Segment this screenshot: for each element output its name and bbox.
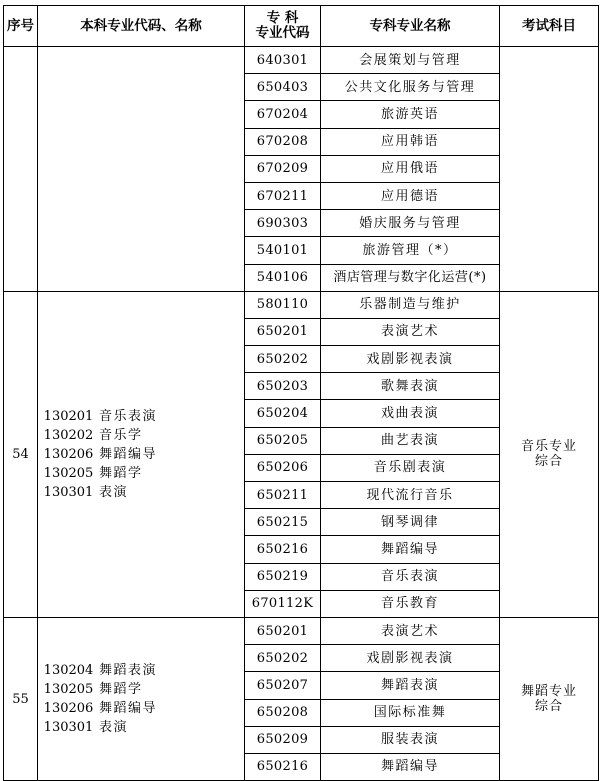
header-exam: 考试科目 [500,6,599,47]
name-cell: 表演艺术 [321,617,500,644]
code-cell: 540106 [245,264,321,291]
undergrad-code: 130202 [43,427,94,443]
exam-line: 音乐专业 [520,439,577,455]
header-seq: 序号 [4,6,38,47]
undergrad-line [38,680,244,699]
group-exam [500,291,599,617]
code-cell: 650204 [245,400,321,427]
undergrad-name: 舞蹈表演 [99,663,158,678]
code-cell: 670208 [245,128,321,155]
code-cell: 650202 [245,346,321,373]
name-cell: 戏曲表演 [321,400,500,427]
code-cell: 650211 [245,482,321,509]
header-name: 专科专业名称 [321,6,500,47]
name-cell: 服装表演 [321,726,500,753]
table-row [4,47,599,74]
name-cell: 现代流行音乐 [321,482,500,509]
code-cell: 650201 [245,617,321,644]
undergrad-name: 音乐表演 [99,408,158,424]
undergrad-line [38,699,244,718]
majors-table [3,5,599,781]
name-cell: 舞蹈编导 [321,536,500,563]
undergrad-code: 130206 [43,701,94,716]
group-undergrad [38,47,245,292]
code-cell: 650202 [245,645,321,672]
name-cell: 表演艺术 [321,318,500,345]
code-cell: 670211 [245,182,321,209]
undergrad-name: 舞蹈学 [99,682,143,697]
group-exam [500,617,599,780]
group-seq [4,47,38,292]
header-code [245,6,321,47]
name-cell: 戏剧影视表演 [321,645,500,672]
code-cell: 650209 [245,726,321,753]
undergrad-code: 130206 [43,446,94,462]
code-cell: 650216 [245,753,321,780]
name-cell: 会展策划与管理 [321,47,500,74]
undergrad-line [38,718,244,737]
code-cell: 540101 [245,237,321,264]
name-cell: 酒店管理与数字化运营(*) [321,264,500,291]
name-cell: 钢琴调律 [321,509,500,536]
name-cell: 歌舞表演 [321,373,500,400]
header-undergrad: 本科专业代码、名称 [38,6,245,47]
undergrad-code: 130205 [43,465,94,481]
code-cell: 670112K [245,590,321,617]
name-cell: 公共文化服务与管理 [321,74,500,101]
undergrad-code: 130301 [43,720,94,735]
code-cell: 690303 [245,210,321,237]
name-cell: 旅游管理（*） [321,237,500,264]
undergrad-name: 舞蹈编导 [99,446,158,462]
undergrad-code: 130301 [43,484,94,500]
name-cell: 音乐表演 [321,563,500,590]
code-cell: 650206 [245,454,321,481]
undergrad-line [38,426,244,445]
undergrad-name: 音乐学 [99,427,143,443]
undergrad-line [38,483,244,502]
undergrad-line [38,464,244,483]
header-code-line2: 专业代码 [255,25,310,41]
table-row [4,617,599,644]
code-cell: 650219 [245,563,321,590]
code-cell: 650203 [245,373,321,400]
name-cell: 旅游英语 [321,101,500,128]
code-cell: 650403 [245,74,321,101]
undergrad-name: 表演 [99,484,129,500]
exam-line: 舞蹈专业 [520,684,577,699]
code-cell: 650205 [245,427,321,454]
code-cell: 650216 [245,536,321,563]
name-cell: 音乐剧表演 [321,454,500,481]
code-cell: 650215 [245,509,321,536]
name-cell: 舞蹈编导 [321,753,500,780]
table-row [4,291,599,318]
exam-line: 综合 [534,699,563,714]
code-cell: 650207 [245,672,321,699]
group-seq: 55 [4,617,38,780]
name-cell: 婚庆服务与管理 [321,210,500,237]
undergrad-name: 表演 [99,720,129,735]
group-undergrad [38,291,245,617]
undergrad-line [38,407,244,426]
undergrad-code: 130201 [43,408,94,424]
name-cell: 国际标准舞 [321,699,500,726]
undergrad-name: 舞蹈编导 [99,701,158,716]
code-cell: 650208 [245,699,321,726]
group-undergrad [38,617,245,780]
name-cell: 曲艺表演 [321,427,500,454]
undergrad-code: 130205 [43,682,94,697]
exam-line: 综合 [534,454,563,470]
header-row [4,6,599,47]
code-cell: 650201 [245,318,321,345]
undergrad-code: 130204 [43,663,94,678]
name-cell: 应用韩语 [321,128,500,155]
undergrad-line [38,445,244,464]
undergrad-name: 舞蹈学 [99,465,143,481]
header-code-line1: 专 科 [266,10,299,26]
code-cell: 640301 [245,47,321,74]
name-cell: 应用俄语 [321,155,500,182]
name-cell: 乐器制造与维护 [321,291,500,318]
group-exam [500,47,599,292]
name-cell: 戏剧影视表演 [321,346,500,373]
code-cell: 670209 [245,155,321,182]
group-seq: 54 [4,291,38,617]
name-cell: 音乐教育 [321,590,500,617]
name-cell: 应用德语 [321,182,500,209]
code-cell: 580110 [245,291,321,318]
name-cell: 舞蹈表演 [321,672,500,699]
code-cell: 670204 [245,101,321,128]
undergrad-line [38,661,244,680]
